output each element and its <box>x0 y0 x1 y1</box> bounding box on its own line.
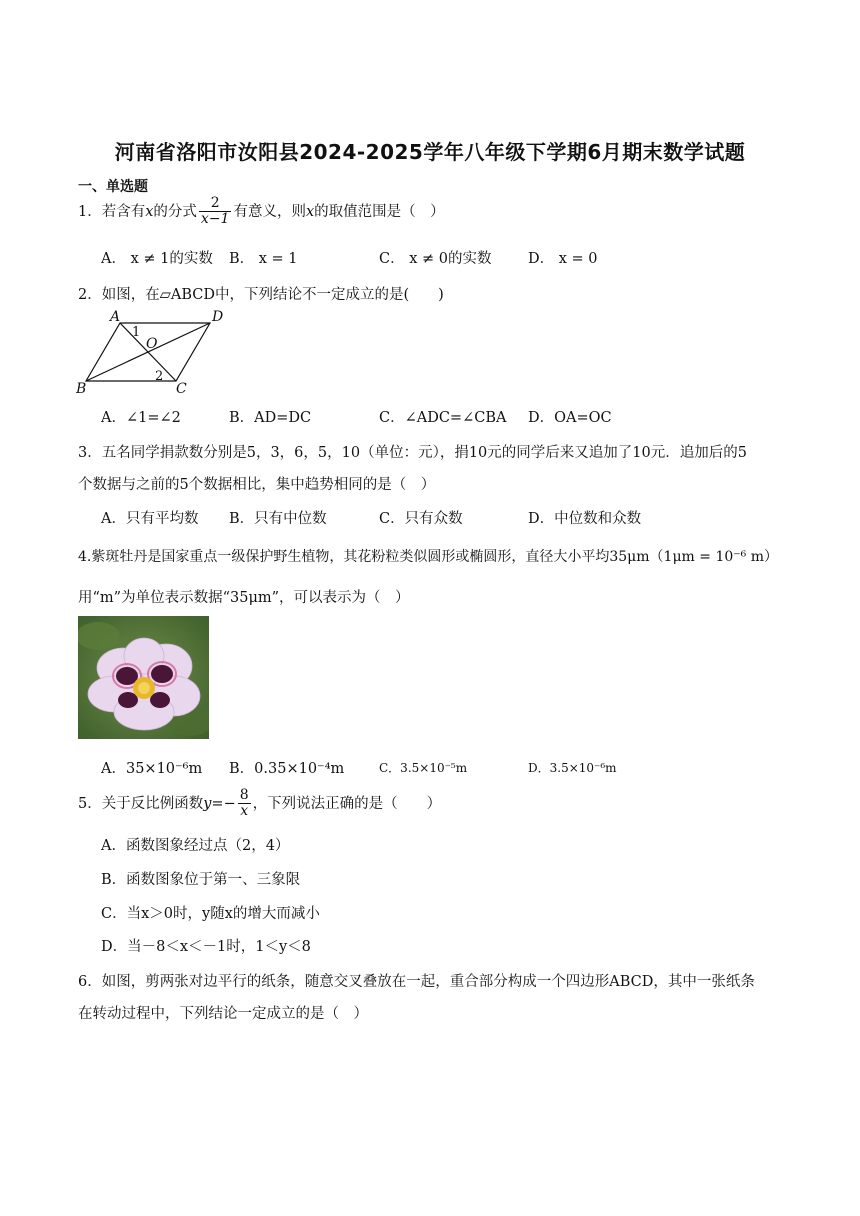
q3-option-a: A．只有平均数 <box>101 511 199 527</box>
label-a: A <box>110 309 121 325</box>
q4-option-d: D．3.5×10⁻⁶m <box>528 761 617 775</box>
q1-option-a: A． x ≠ 1的实数 <box>101 251 213 267</box>
q1-fraction: $\frac{2}{x-1}$ <box>200 195 230 228</box>
label-o: O <box>146 336 158 352</box>
page-title: 河南省洛阳市汝阳县2024-2025学年八年级下学期6月期末数学试题 <box>114 140 746 164</box>
q4-option-c: C．3.5×10⁻⁵m <box>379 761 468 775</box>
peony-flower-image <box>78 616 209 739</box>
q5-option-a: A．函数图象经过点（2，4） <box>101 838 290 854</box>
q4-option-a: A．35×10⁻⁶m <box>101 761 203 777</box>
q3-option-b: B．只有中位数 <box>229 511 327 527</box>
label-b: B <box>76 381 87 397</box>
q5-option-d: D．当－8＜x＜－1时，1＜y＜8 <box>101 939 311 955</box>
q3-option-d: D．中位数和众数 <box>528 511 642 527</box>
q2-option-d: D．OA=OC <box>528 410 612 426</box>
q2-option-c: C．∠ADC=∠CBA <box>379 410 507 426</box>
question-5-stem: 5．关于反比例函数y=− $\frac{8}{x}$ ，下列说法正确的是（ ） <box>78 787 442 820</box>
q1-option-d: D． x = 0 <box>528 251 598 267</box>
label-angle-2: 2 <box>155 369 164 384</box>
question-4-line-1: 4.紫斑牡丹是国家重点一级保护野生植物，其花粉粒类似圆形或椭圆形，直径大小平均35μm（1μm = 10⁻⁶ m） <box>78 549 778 565</box>
q5-fraction: $\frac{8}{x}$ <box>239 787 249 820</box>
question-3-line-1: 3．五名同学捐款数分别是5，3，6，5，10（单位：元），捐10元的同学后来又追加了10元．追加后的5 <box>78 445 747 461</box>
label-angle-1: 1 <box>132 325 141 340</box>
label-c: C <box>176 381 187 397</box>
q1-option-b: B． x = 1 <box>229 251 298 267</box>
q1-option-c: C． x ≠ 0的实数 <box>379 251 492 267</box>
q2-option-a: A．∠1=∠2 <box>101 410 181 426</box>
question-1-stem: 1．若含有x的分式 $\frac{2}{x-1}$ 有意义，则x的取值范围是（ ） <box>78 195 445 228</box>
q5-option-b: B．函数图象位于第一、三象限 <box>101 872 301 888</box>
question-6-line-2: 在转动过程中，下列结论一定成立的是（ ） <box>78 1006 368 1022</box>
question-6-line-1: 6．如图，剪两张对边平行的纸条，随意交叉叠放在一起，重合部分构成一个四边形ABCD，其中一张纸条 <box>78 974 755 990</box>
q5-option-c: C．当x＞0时，y随x的增大而减小 <box>101 906 320 922</box>
q4-option-b: B．0.35×10⁻⁴m <box>229 761 345 777</box>
section-heading: 一、单选题 <box>78 179 148 195</box>
question-4-line-2: 用“m”为单位表示数据“35μm”，可以表示为（ ） <box>78 590 410 606</box>
diagonal-bd <box>86 323 210 381</box>
question-2-stem: 2．如图，在▱ABCD中，下列结论不一定成立的是( ) <box>78 287 444 303</box>
q2-option-b: B．AD=DC <box>229 410 312 426</box>
label-d: D <box>212 309 224 325</box>
q3-option-c: C．只有众数 <box>379 511 463 527</box>
question-3-line-2: 个数据与之前的5个数据相比，集中趋势相同的是（ ） <box>78 477 436 493</box>
parallelogram-figure <box>76 305 236 397</box>
